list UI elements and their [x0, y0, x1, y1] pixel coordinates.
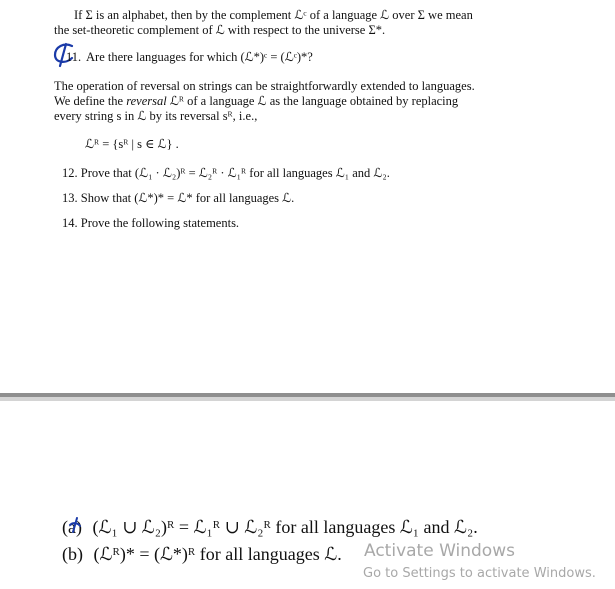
part-b-text: (ℒᴿ)* = (ℒ*)ᴿ for all languages ℒ.: [93, 544, 342, 564]
part-b: [62, 543, 342, 565]
activate-windows-subtitle: Go to Settings to activate Windows.: [363, 566, 596, 581]
reversal-line-2: We define the reversal ℒᴿ of a language ℒ as the language obtained by replacing: [54, 94, 459, 108]
page-divider-shadow: [0, 397, 615, 401]
reversal-line-1: The operation of reversal on strings can be straightforwardly extended to languages.: [54, 79, 475, 93]
activate-windows-title: Activate Windows: [364, 541, 515, 561]
part-a-text: (ℒ₁ ∪ ℒ₂)ᴿ = ℒ₁ᴿ ∪ ℒ₂ᴿ for all languages ℒ₁ and ℒ₂.: [92, 517, 478, 537]
intro-line-1: If Σ is an alphabet, then by the complement ℒᶜ of a language ℒ over Σ we mean: [74, 8, 473, 22]
problem-11-text: Are there languages for which (ℒ*)ᶜ = (ℒᶜ)*?: [86, 50, 313, 64]
handwritten-mark-annotation: [68, 516, 82, 536]
reversal-equation: ℒᴿ = {sᴿ | s ∈ ℒ} .: [85, 137, 179, 151]
problem-14: 14. Prove the following statements.: [62, 216, 240, 230]
part-b-label: (b): [62, 544, 83, 564]
part-a: [62, 516, 478, 538]
reversal-term: reversal: [126, 94, 167, 108]
problem-12: 12. Prove that (ℒ₁ · ℒ₂)ᴿ = ℒ₂ᴿ · ℒ₁ᴿ for all languages ℒ₁ and ℒ₂.: [62, 166, 390, 180]
intro-line-2: the set-theoretic complement of ℒ with respect to the universe Σ*.: [54, 23, 386, 37]
problem-13: 13. Show that (ℒ*)* = ℒ* for all languages ℒ.: [62, 191, 295, 205]
part-a-label: (a): [62, 517, 82, 537]
reversal-line-3: every string s in ℒ by its reversal sᴿ, i.e.,: [54, 109, 258, 123]
problem-11-number: 11.: [66, 50, 82, 64]
